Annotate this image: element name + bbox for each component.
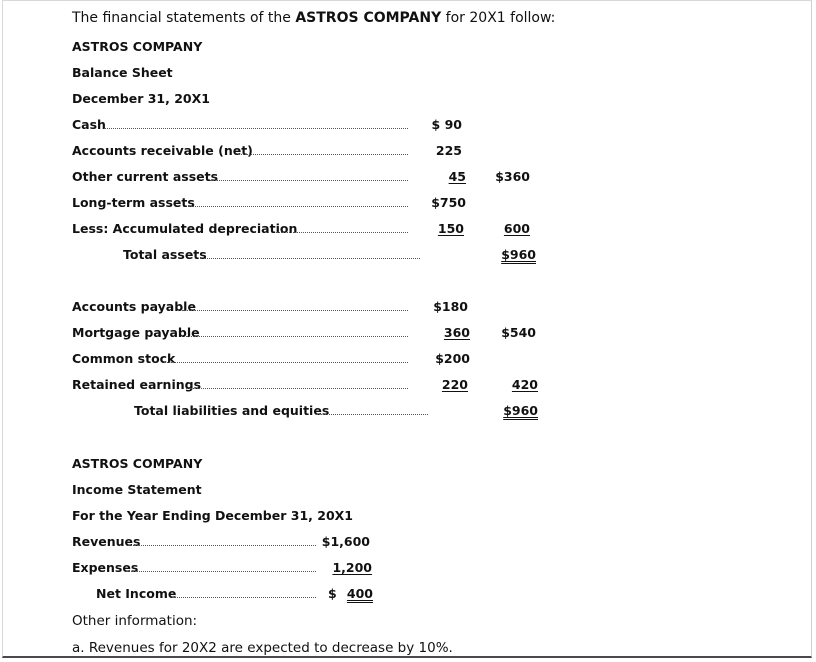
asset-label: Other current assets — [72, 169, 219, 184]
liability-label: Accounts payable — [72, 299, 196, 314]
leader-dots — [126, 569, 316, 572]
net-income-value: 400 — [346, 586, 373, 601]
liability-col1: 220 — [441, 377, 468, 392]
asset-col1: 225 — [435, 143, 462, 158]
leader-dots — [172, 595, 316, 598]
liability-col1: $180 — [433, 299, 468, 314]
liability-col1: $200 — [435, 351, 470, 366]
intro-prefix: The financial statements of the — [72, 10, 296, 26]
is-row-value: $1,600 — [321, 534, 370, 549]
leader-dots — [164, 360, 408, 363]
asset-col1: 150 — [437, 221, 464, 236]
is-row-value: 1,200 — [332, 560, 372, 575]
total-assets-label: Total assets — [123, 247, 207, 262]
leader-dots — [182, 308, 408, 311]
bs-title: Balance Sheet — [72, 65, 173, 80]
liability-label: Retained earnings — [72, 377, 202, 392]
leader-dots — [276, 230, 408, 233]
liability-label: Common stock — [72, 351, 176, 366]
asset-col1: 45 — [448, 169, 466, 184]
leader-dots — [186, 386, 408, 389]
asset-col2: 600 — [503, 221, 530, 236]
leader-dots — [238, 152, 408, 155]
is-period: For the Year Ending December 31, 20X1 — [72, 508, 353, 523]
leader-dots — [210, 178, 408, 181]
asset-label: Cash — [72, 117, 106, 132]
leader-dots — [104, 126, 408, 129]
is-title: Income Statement — [72, 482, 202, 497]
total-liabilities-label: Total liabilities and equities — [134, 403, 330, 418]
liability-col2: $540 — [501, 325, 536, 340]
intro-line — [72, 11, 555, 25]
total-assets-value: $960 — [501, 247, 536, 262]
asset-label: Less: Accumulated depreciation — [72, 221, 298, 236]
leader-dots — [186, 334, 408, 337]
asset-col1: $ 90 — [431, 117, 462, 132]
asset-label: Accounts receivable (net) — [72, 143, 253, 158]
leader-dots — [316, 412, 428, 415]
intro-company: ASTROS COMPANY — [295, 10, 442, 26]
leader-dots — [128, 543, 316, 546]
asset-col1: $750 — [431, 195, 466, 210]
asset-label: Long-term assets — [72, 195, 195, 210]
total-liabilities-value: $960 — [503, 403, 538, 418]
liability-label: Mortgage payable — [72, 325, 200, 340]
other-info-item-a: a. Revenues for 20X2 are expected to decrease by 10%. — [72, 640, 453, 656]
is-row-label: Revenues — [72, 534, 141, 549]
intro-suffix: for 20X1 follow: — [441, 10, 556, 26]
liability-col2: 420 — [511, 377, 538, 392]
liability-col1: 360 — [443, 325, 470, 340]
bs-company: ASTROS COMPANY — [72, 39, 203, 54]
is-row-label: Expenses — [72, 560, 139, 575]
other-info-heading: Other information: — [72, 613, 198, 629]
net-income-label: Net Income — [96, 586, 177, 601]
net-income-prefix: $ — [328, 586, 337, 601]
leader-dots — [188, 204, 408, 207]
asset-col2: $360 — [495, 169, 530, 184]
bs-date: December 31, 20X1 — [72, 91, 210, 106]
leader-dots — [204, 256, 420, 259]
is-company: ASTROS COMPANY — [72, 456, 203, 471]
